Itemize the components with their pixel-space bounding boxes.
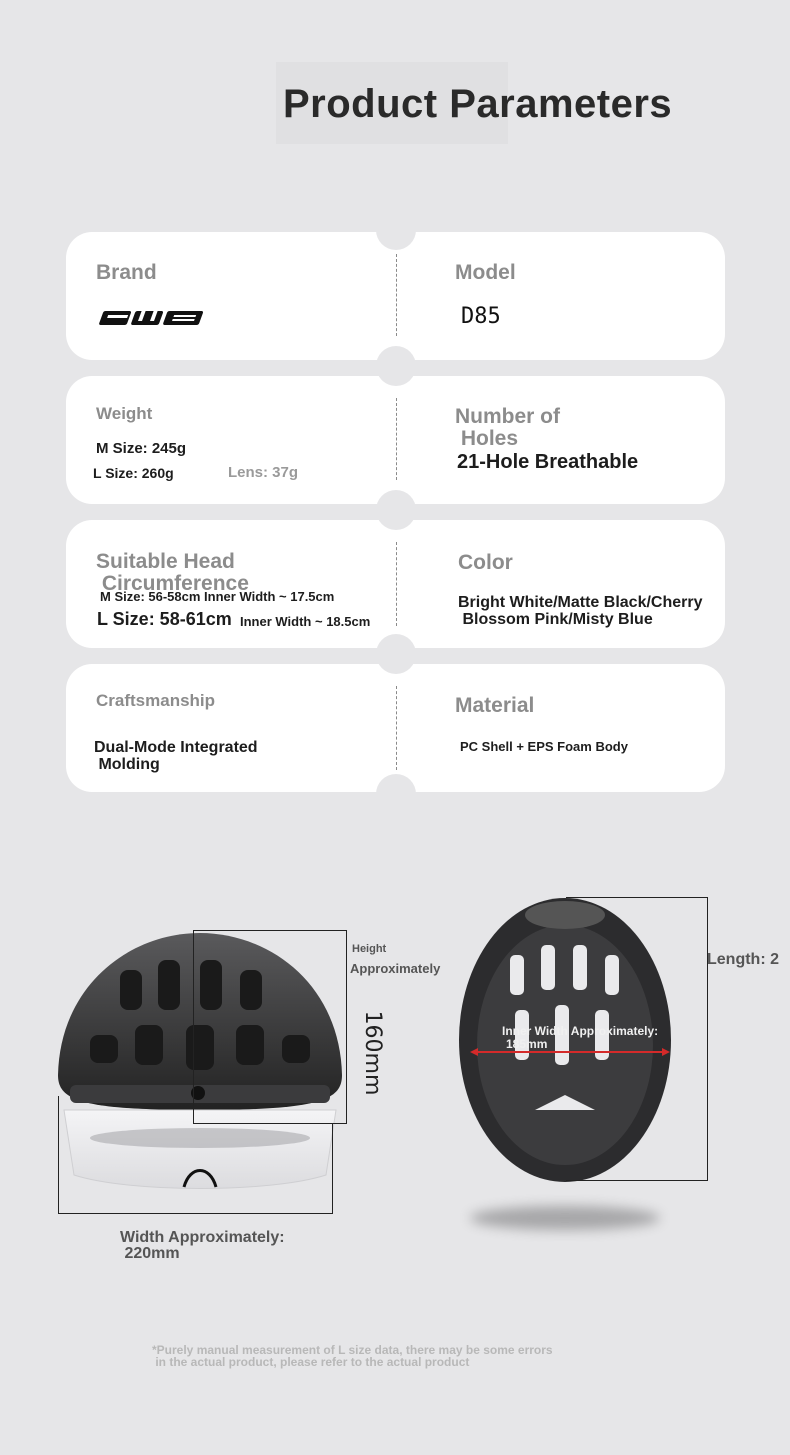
inner-width-value: 185mm	[506, 1037, 548, 1051]
color-value: Bright White/Matte Black/Cherry Blossom Pink/Misty Blue	[458, 594, 703, 628]
height-label: Height	[352, 943, 387, 955]
material-label: Material	[455, 694, 535, 717]
card-divider	[396, 398, 397, 480]
craftsmanship-label: Craftsmanship	[96, 691, 216, 710]
width-value: 220mm	[120, 1245, 180, 1262]
inner-width-arrow	[470, 1044, 670, 1054]
model-value: D85	[461, 304, 501, 329]
brand-logo	[98, 310, 204, 331]
weight-lens: Lens: 37g	[228, 464, 299, 481]
head-l-size: L Size: 58-61cm	[97, 609, 232, 629]
card-divider	[396, 542, 397, 626]
craftsmanship-value: Dual-Mode Integrated Molding	[94, 739, 258, 773]
card-notch	[376, 634, 416, 674]
card-divider	[396, 686, 397, 770]
brand-label: Brand	[96, 261, 157, 284]
card-divider	[396, 254, 397, 336]
width-label: Width Approximately:	[120, 1229, 285, 1246]
weight-label: Weight	[96, 404, 153, 423]
material-value: PC Shell + EPS Foam Body	[460, 739, 628, 754]
width-measure-box-bottom	[58, 1213, 333, 1214]
head-l-inner-width: Inner Width ~ 18.5cm	[240, 614, 371, 629]
weight-l-size: L Size: 260g	[93, 465, 174, 481]
height-approx-label: Approximately	[350, 961, 441, 976]
card-notch	[376, 346, 416, 386]
model-label: Model	[455, 261, 516, 284]
card-notch	[376, 210, 416, 250]
width-measure-box-right	[332, 1124, 333, 1214]
card-notch	[376, 490, 416, 530]
height-measure-box	[193, 930, 347, 1124]
page-title: Product Parameters	[283, 82, 673, 126]
color-label: Color	[458, 551, 513, 574]
length-measure-box	[566, 897, 708, 1181]
helmet-shadow	[470, 1206, 660, 1230]
holes-value: 21-Hole Breathable	[457, 451, 639, 473]
length-label: Length: 2	[707, 951, 779, 968]
head-m-size: M Size: 56-58cm Inner Width ~ 17.5cm	[100, 589, 335, 604]
width-measure-box-left	[58, 1096, 333, 1214]
card-notch	[376, 774, 416, 814]
height-value: 160mm	[360, 1010, 385, 1096]
head-circumference-label: Suitable Head Circumference	[96, 550, 249, 595]
weight-m-size: M Size: 245g	[96, 440, 187, 457]
holes-label: Number of Holes	[455, 405, 560, 450]
inner-width-label: Inner Width Approximately:	[502, 1024, 659, 1038]
measurement-footnote: *Purely manual measurement of L size data, there may be some errors in the actual product, please refer to the actual product	[152, 1343, 553, 1369]
